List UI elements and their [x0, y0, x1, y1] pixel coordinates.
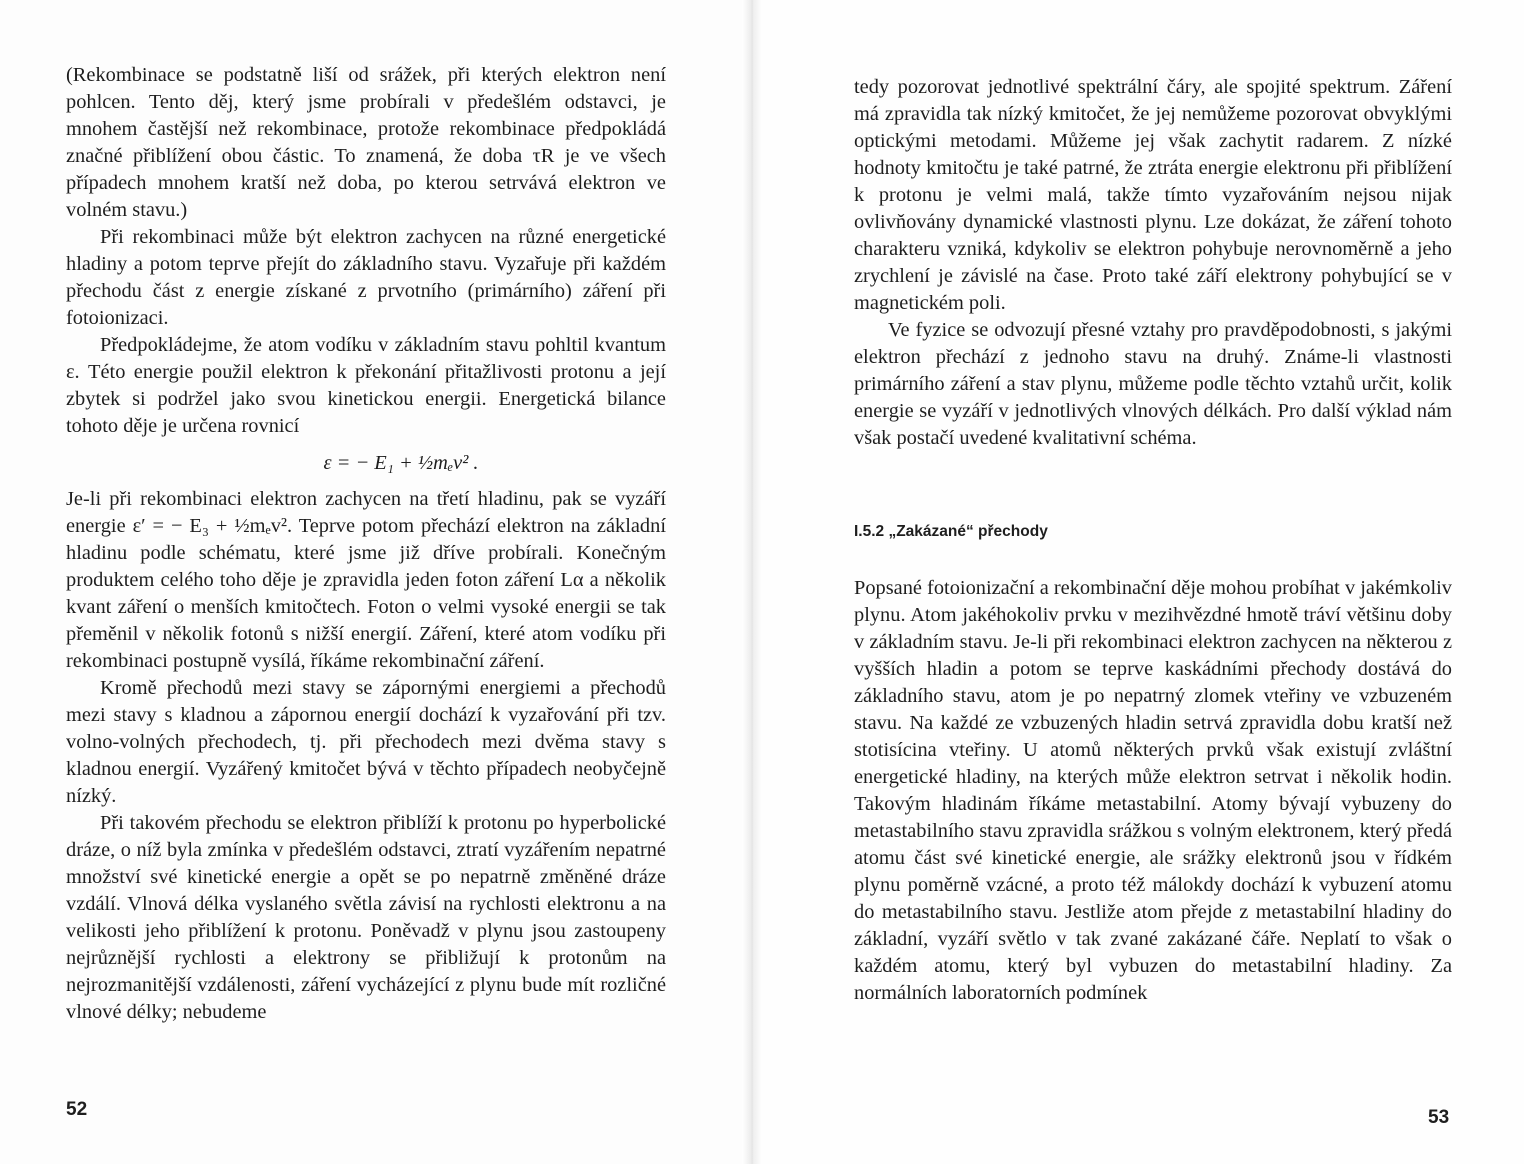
paragraph: (Rekombinace se podstatně liší od srážek, při kterých elektron není pohlcen. Tento děj, který jsme probírali v předešlém odstavci, je mnohem častější než rekombinace, protože rekombinace předpokládá značné přiblížení obou částic. To znamená, že doba τR je ve všech případech mnohem kratší než doba, po kterou setrvává elektron ve volném stavu.)	[66, 64, 666, 221]
left-text-column	[66, 62, 666, 1026]
right-text-column	[854, 74, 1452, 1007]
energy-balance-formula: ε = − E₁ + ½mₑv² .	[323, 452, 479, 474]
section-gap	[854, 542, 1452, 575]
page-number-left: 52	[66, 1099, 88, 1120]
paragraph: Kromě přechodů mezi stavy se zápornými energiemi a přechodů mezi stavy s kladnou a zápornou energií dochází k vyzařování při tzv. volno-volných přechodech, tj. při přechodech mezi dvěma stavy s kladnou energií. Vyzářený kmitočet bývá v těchto případech neobyčejně nízký.	[66, 677, 666, 807]
paragraph: Předpokládejme, že atom vodíku v základním stavu pohltil kvantum ε. Této energie použil elektron k překonání přitažlivosti protonu a její zbytek si podržel jako svou kinetickou energii. Energetická bilance tohoto děje je určena rovnicí	[66, 334, 666, 437]
section-heading: I.5.2 „Zakázané“ přechody	[854, 523, 1048, 540]
paragraph: tedy pozorovat jednotlivé spektrální čáry, ale spojité spektrum. Záření má zpravidla tak nízký kmitočet, že jej nemůžeme pozorovat obvyklými optickými metodami. Můžeme jej však zachytit radarem. Z nízké hodnoty kmitočtu je také patrné, že ztráta energie elektronu při přiblížení k protonu je velmi malá, takže tímto vyzařováním nejsou nijak ovlivňovány dynamické vlastnosti plynu. Lze dokázat, že záření tohoto charakteru vzniká, kdykoliv se elektron pohybuje nerovnoměrně a jeho zrychlení je závislé na čase. Proto také září elektrony pohybující se v magnetickém poli.	[854, 76, 1452, 314]
paragraph: Popsané fotoionizační a rekombinační děje mohou probíhat v jakémkoliv plynu. Atom jakéhokoliv prvku v mezihvězdné hmotě tráví většinu doby v základním stavu. Je-li při rekombinaci elektron zachycen na některou z vyšších hladin a potom se teprve kaskádními přechody dostává do základního stavu, atom je po nepatrný zlomek vteřiny ve vzbuzeném stavu. Na každé ze vzbuzených hladin setrvá zpravidla dobu kratší než stotisícina vteřiny. U atomů některých prvků však existují zvláštní energetické hladiny, na kterých může elektron setrvat i několik hodin. Takovým hladinám říkáme metastabilní. Atomy bývají vybuzeny do metastabilního stavu zpravidla srážkou s volným elektronem, který předá atomu část své kinetické energie, ale srážky elektronů jsou v řídkém plynu poměrně vzácné, a proto též málokdy dochází k vybuzení atomu do metastabilního stavu. Jestliže atom přejde z metastabilní hladiny do základní, vyzáří světlo v tak zvané zakázané čáře. Neplatí to však o každém atomu, který byl vybuzen do metastabilní hladiny. Za normálních laboratorních podmínek	[854, 577, 1452, 1004]
page-number-right: 53	[1428, 1107, 1450, 1128]
section-gap	[854, 452, 1452, 522]
paragraph: Ve fyzice se odvozují přesné vztahy pro pravděpodobnosti, s jakými elektron přechází z jednoho stavu na druhý. Známe-li vlastnosti primárního záření a stav plynu, můžeme podle těchto vztahů určit, kolik energie se vyzáří v jednotlivých vlnových délkách. Pro další výklad nám však postačí uvedené kvalitativní schéma.	[854, 319, 1452, 449]
paragraph: Je-li při rekombinaci elektron zachycen na třetí hladinu, pak se vyzáří energie ε′ = − E₃ + ½mₑv². Teprve potom přechází elektron na základní hladinu podle schématu, které jsme již dříve probírali. Konečným produktem celého toho děje je zpravidla jeden foton záření Lα a několik kvant záření o menších kmitočtech. Foton o velmi vysoké energii se tak přeměnil v několik fotonů s nižší energií. Záření, které atom vodíku při rekombinaci postupně vysílá, říkáme rekombinační záření.	[66, 488, 666, 672]
book-gutter	[742, 0, 762, 1164]
paragraph: Při rekombinaci může být elektron zachycen na různé energetické hladiny a potom teprve přejít do základního stavu. Vyzařuje při každém přechodu část z energie získané z prvotního (primárního) záření při fotoionizaci.	[66, 226, 666, 329]
paragraph: Při takovém přechodu se elektron přiblíží k protonu po hyperbolické dráze, o níž byla zmínka v předešlém odstavci, ztratí vyzářením nepatrné množství své kinetické energie a opět se po nepatrně změněné dráze vzdálí. Vlnová délka vyslaného světla závisí na rychlosti elektronu a na velikosti jeho přiblížení k protonu. Poněvadž v plynu jsou zastoupeny nejrůznější rychlosti a elektrony se přibližují k protonům na nejrozmanitější vzdálenosti, záření vycházející z plynu bude mít rozličné vlnové délky; nebudeme	[66, 812, 666, 1023]
